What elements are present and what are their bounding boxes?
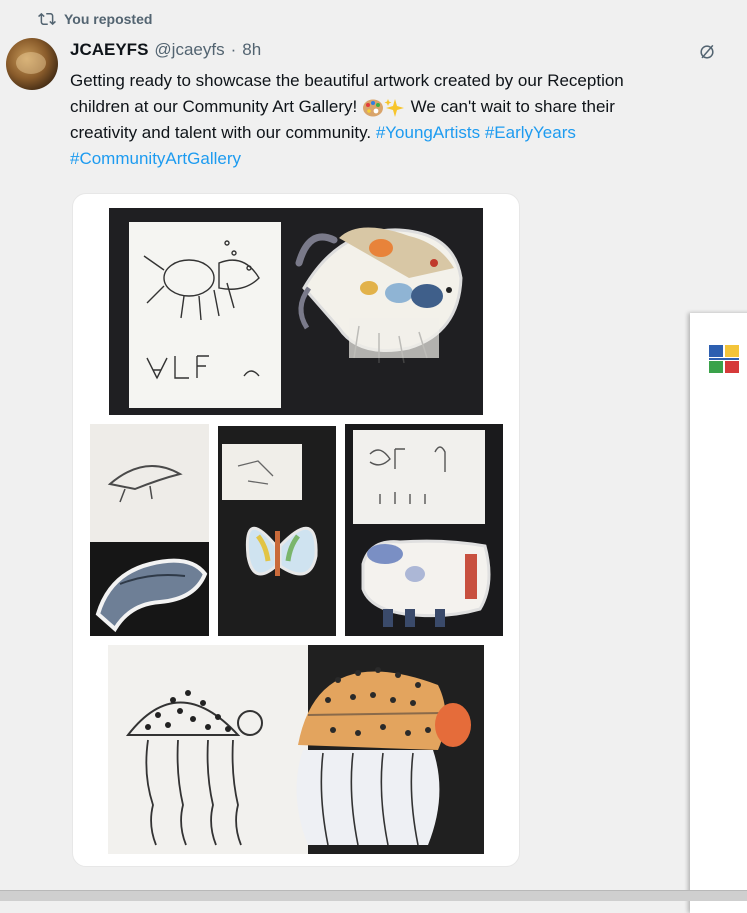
window-bottom-bar (0, 890, 747, 901)
post-time[interactable]: 8h (242, 40, 262, 59)
artwork-photo-turtle[interactable] (108, 645, 484, 854)
avatar[interactable] (6, 38, 58, 90)
post-header (70, 40, 261, 60)
author-name[interactable]: JCAEYFS (70, 40, 149, 59)
artwork-lizard-image (90, 424, 209, 636)
post-text-line-2a: children at our Community Art Gallery! (70, 97, 362, 116)
side-document[interactable] (690, 313, 747, 913)
repost-icon (38, 10, 56, 28)
post-text-line-1: Getting ready to showcase the beautiful artwork created by our Reception (70, 71, 624, 90)
post-text-line-3a: creativity and talent with our community. (70, 123, 376, 142)
school-logo-icon (707, 343, 745, 383)
author-handle[interactable]: @jcaeyfs (154, 40, 225, 59)
post-text-line-2 (70, 94, 734, 120)
hashtag-early-years[interactable]: #EarlyYears (484, 123, 576, 142)
artwork-photo-lizard[interactable] (90, 424, 209, 636)
artwork-name-text: ALF le (154, 379, 160, 381)
post-text-line-3 (70, 120, 734, 146)
artwork-cow-image (345, 424, 503, 636)
repost-label: You reposted (64, 11, 153, 27)
grok-icon[interactable] (697, 42, 717, 62)
artwork-photo-bug[interactable] (109, 208, 483, 415)
artwork-photo-butterfly[interactable] (218, 426, 336, 636)
sparkles-emoji-icon (384, 98, 406, 118)
media-card[interactable] (72, 193, 520, 867)
post-text-line-4 (70, 146, 734, 172)
post-text (70, 68, 734, 172)
artwork-bug-image (109, 208, 483, 415)
palette-emoji-icon (362, 98, 384, 118)
post-text-line-2b: We can't wait to share their (405, 97, 615, 116)
repost-indicator (38, 10, 152, 28)
artwork-turtle-image (108, 645, 484, 854)
separator-dot: · (230, 40, 237, 59)
hashtag-community-art-gallery[interactable]: #CommunityArtGallery (70, 149, 241, 168)
artwork-photo-cow[interactable] (345, 424, 503, 636)
artwork-caption-text: Nd (130, 509, 133, 511)
hashtag-young-artists[interactable]: #YoungArtists (375, 123, 481, 142)
artwork-butterfly-image (218, 426, 336, 636)
